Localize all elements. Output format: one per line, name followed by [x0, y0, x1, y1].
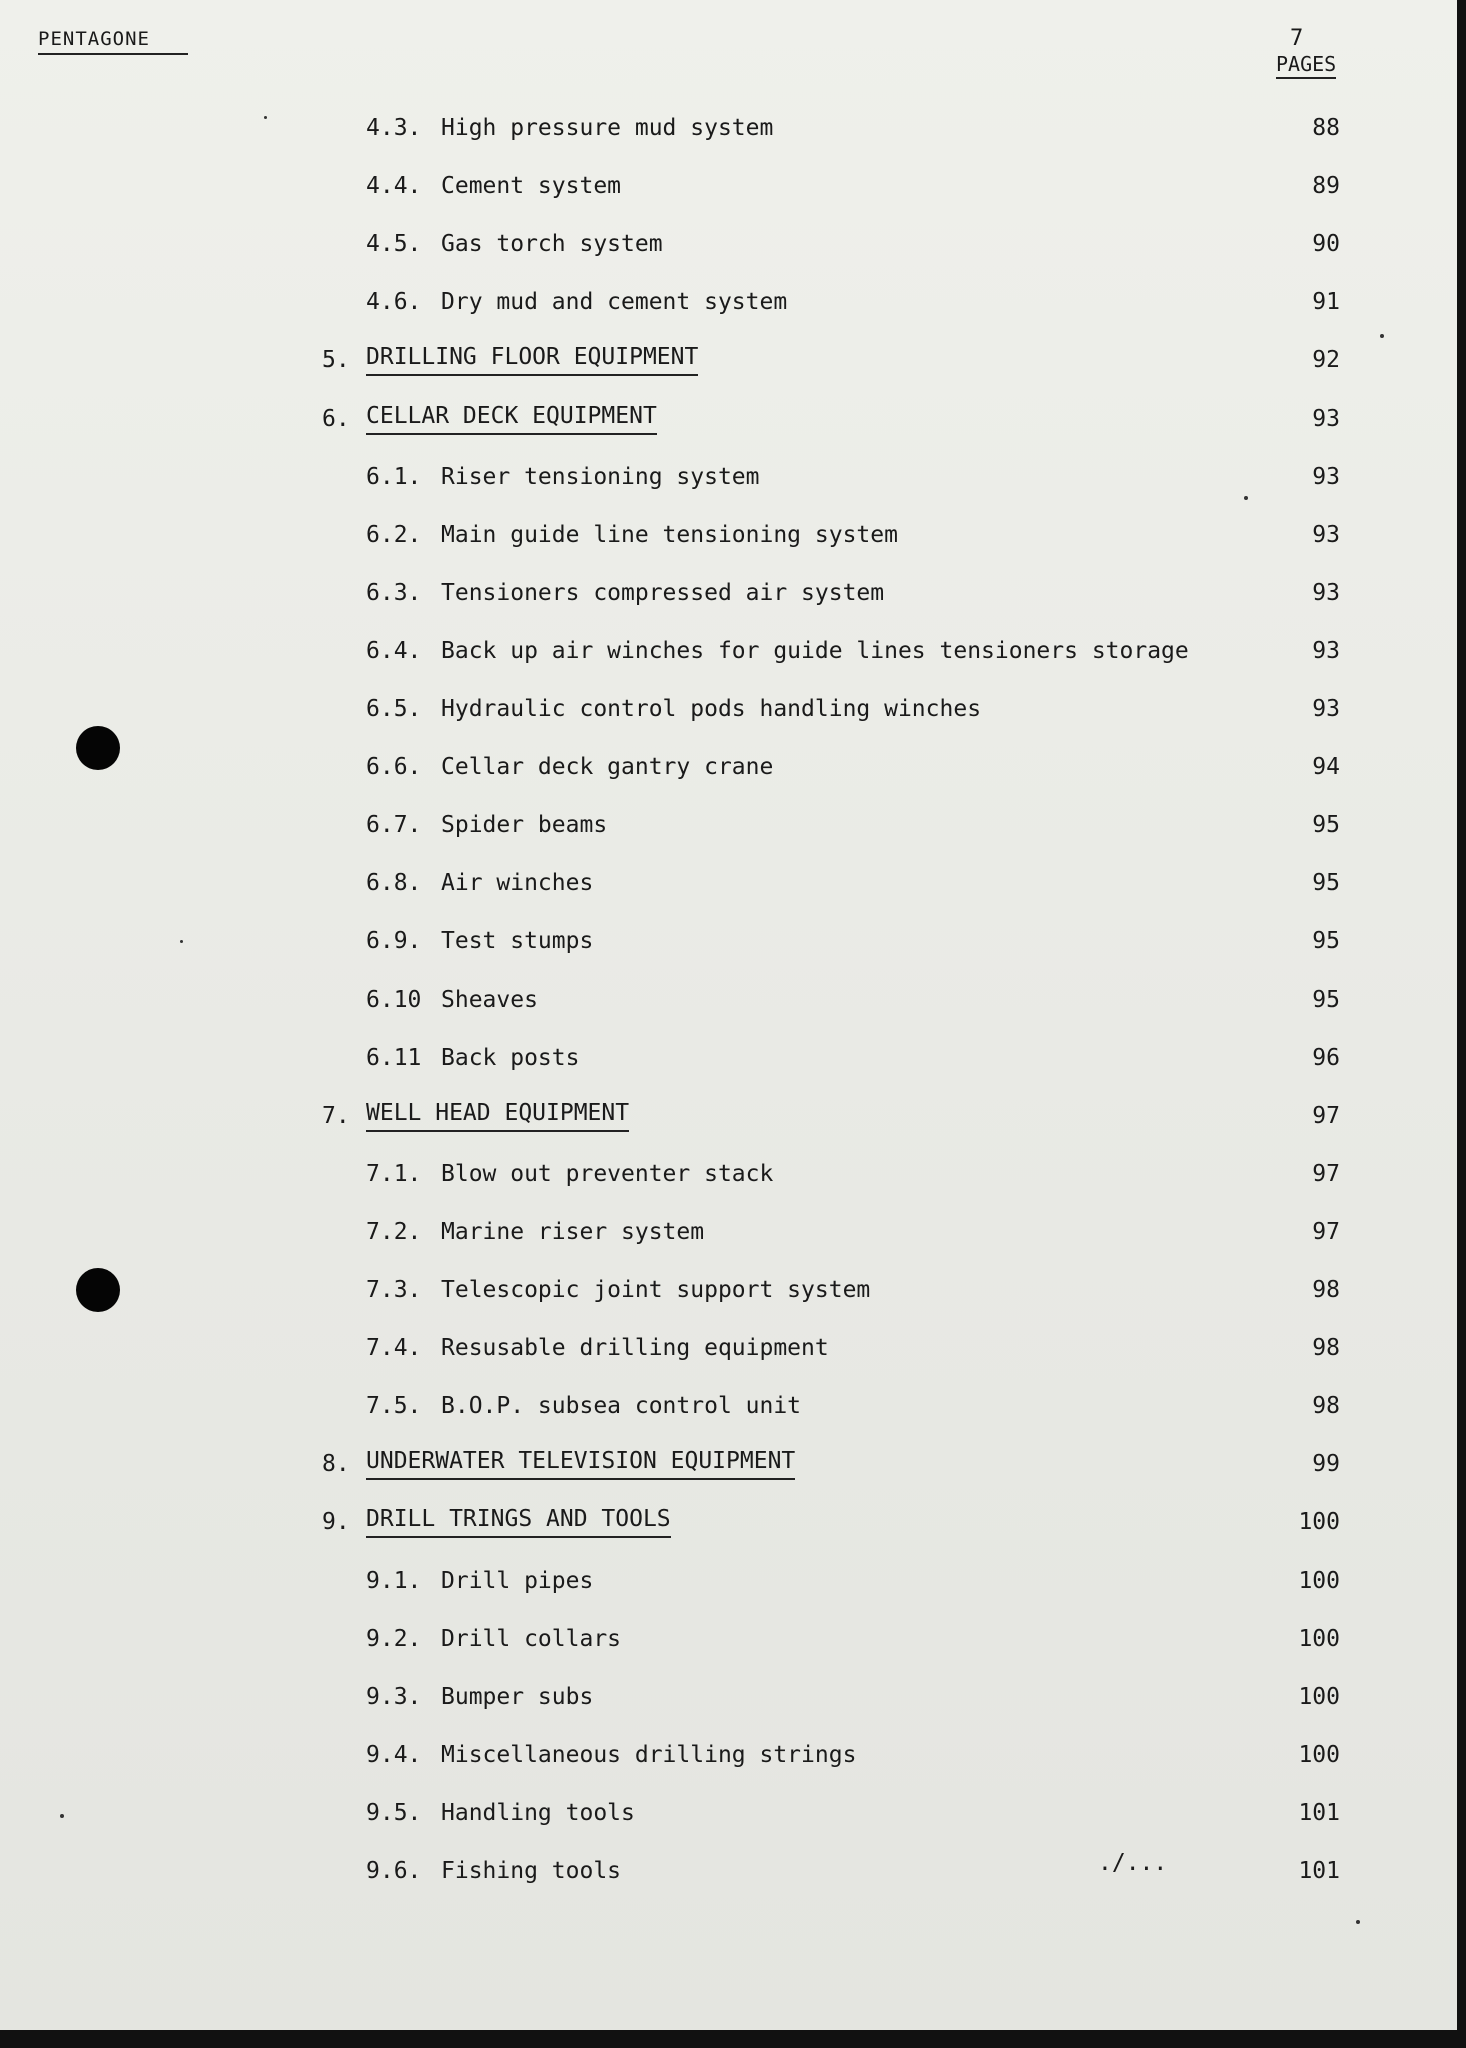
- toc-subsection-row: [366, 1270, 1340, 1310]
- toc-page-number: 94: [1312, 754, 1340, 780]
- toc-subsection-row: [366, 1677, 1340, 1717]
- scan-speck: [60, 1814, 64, 1818]
- toc-page-number: 99: [1312, 1451, 1340, 1477]
- toc-number: 4.6.: [366, 289, 422, 315]
- toc-subsection-row: [366, 1851, 1340, 1891]
- toc-subsection-row: [366, 631, 1340, 671]
- pages-column-label: PAGES: [1276, 52, 1336, 79]
- toc-title: B.O.P. subsea control unit: [441, 1393, 802, 1419]
- toc-subsection-row: [366, 863, 1340, 903]
- toc-number: 6.5.: [366, 696, 422, 722]
- toc-title: Handling tools: [441, 1800, 635, 1826]
- toc-number: 4.5.: [366, 231, 422, 257]
- toc-number: 6.1.: [366, 464, 422, 490]
- toc-title: Telescopic joint support system: [441, 1277, 871, 1303]
- toc-page-number: 93: [1312, 522, 1340, 548]
- toc-subsection-row: [366, 921, 1340, 961]
- toc-page-number: 100: [1298, 1568, 1340, 1594]
- scan-speck: [1380, 334, 1384, 338]
- toc-title: Drill collars: [441, 1626, 622, 1652]
- toc-section-row: [322, 1444, 1340, 1484]
- toc-subsection-row: [366, 224, 1340, 264]
- toc-title: WELL HEAD EQUIPMENT: [366, 1096, 629, 1132]
- scan-speck: [1244, 496, 1248, 500]
- toc-number: 7.5.: [366, 1393, 422, 1419]
- toc-number: 6.7.: [366, 812, 422, 838]
- toc-page-number: 97: [1312, 1219, 1340, 1245]
- toc-number: 6.11: [366, 1045, 422, 1071]
- toc-title: Marine riser system: [441, 1219, 705, 1245]
- toc-title: Gas torch system: [441, 231, 663, 257]
- toc-title: Blow out preventer stack: [441, 1161, 774, 1187]
- toc-title: Resusable drilling equipment: [441, 1335, 829, 1361]
- toc-number: 9.3.: [366, 1684, 422, 1710]
- toc-title: Back up air winches for guide lines tensioners storage: [441, 638, 1189, 664]
- toc-number: 9.5.: [366, 1800, 422, 1826]
- toc-subsection-row: [366, 1212, 1340, 1252]
- toc-subsection-row: [366, 1038, 1340, 1078]
- toc-subsection-row: [366, 457, 1340, 497]
- toc-number: 6.3.: [366, 580, 422, 606]
- toc-number: 7.2.: [366, 1219, 422, 1245]
- toc-number: 7.: [322, 1103, 350, 1129]
- toc-page-number: 95: [1312, 987, 1340, 1013]
- toc-title: CELLAR DECK EQUIPMENT: [366, 399, 657, 435]
- toc-subsection-row: [366, 573, 1340, 613]
- toc-page-number: 96: [1312, 1045, 1340, 1071]
- toc-title: Hydraulic control pods handling winches: [441, 696, 982, 722]
- scan-speck: [180, 940, 183, 943]
- toc-number: 4.3.: [366, 115, 422, 141]
- toc-number: 7.3.: [366, 1277, 422, 1303]
- toc-title: Drill pipes: [441, 1568, 594, 1594]
- toc-subsection-row: [366, 1154, 1340, 1194]
- toc-title: Dry mud and cement system: [441, 289, 788, 315]
- toc-number: 7.4.: [366, 1335, 422, 1361]
- toc-title: Bumper subs: [441, 1684, 594, 1710]
- toc-page-number: 97: [1312, 1161, 1340, 1187]
- toc-number: 5.: [322, 347, 350, 373]
- toc-page-number: 101: [1298, 1858, 1340, 1884]
- toc-page-number: 98: [1312, 1393, 1340, 1419]
- toc-title: Tensioners compressed air system: [441, 580, 885, 606]
- toc-number: 7.1.: [366, 1161, 422, 1187]
- toc-number: 9.: [322, 1509, 350, 1535]
- toc-section-row: [322, 340, 1340, 380]
- toc-title: Riser tensioning system: [441, 464, 760, 490]
- toc-number: 9.4.: [366, 1742, 422, 1768]
- toc-subsection-row: [366, 689, 1340, 729]
- company-header: PENTAGONE: [38, 28, 188, 55]
- toc-page-number: 100: [1298, 1626, 1340, 1652]
- toc-page-number: 95: [1312, 928, 1340, 954]
- toc-title: Spider beams: [441, 812, 608, 838]
- toc-page-number: 100: [1298, 1509, 1340, 1535]
- toc-number: 6.8.: [366, 870, 422, 896]
- toc-section-row: [322, 399, 1340, 439]
- toc-number: 8.: [322, 1451, 350, 1477]
- page-number: 7: [1290, 26, 1304, 51]
- toc-subsection-row: [366, 1735, 1340, 1775]
- toc-page-number: 92: [1312, 347, 1340, 373]
- toc-title: Air winches: [441, 870, 594, 896]
- toc-page-number: 93: [1312, 464, 1340, 490]
- scan-edge-right: [1457, 0, 1466, 2048]
- toc-page-number: 95: [1312, 812, 1340, 838]
- toc-page-number: 101: [1298, 1800, 1340, 1826]
- toc-section-row: [322, 1096, 1340, 1136]
- toc-page-number: 98: [1312, 1277, 1340, 1303]
- toc-subsection-row: [366, 282, 1340, 322]
- toc-title: DRILLING FLOOR EQUIPMENT: [366, 340, 698, 376]
- toc-title: Cement system: [441, 173, 622, 199]
- toc-page-number: 98: [1312, 1335, 1340, 1361]
- toc-title: Test stumps: [441, 928, 594, 954]
- punch-hole-icon: [76, 726, 120, 770]
- toc-page-number: 88: [1312, 115, 1340, 141]
- toc-number: 6.4.: [366, 638, 422, 664]
- toc-page-number: 100: [1298, 1742, 1340, 1768]
- scan-speck: [1356, 1920, 1360, 1924]
- toc-subsection-row: [366, 805, 1340, 845]
- scan-speck: [264, 116, 267, 119]
- toc-subsection-row: [366, 1561, 1340, 1601]
- scan-edge-bottom: [0, 2030, 1466, 2048]
- toc-subsection-row: [366, 1328, 1340, 1368]
- toc-number: 9.2.: [366, 1626, 422, 1652]
- toc-number: 9.1.: [366, 1568, 422, 1594]
- toc-page-number: 89: [1312, 173, 1340, 199]
- toc-number: 6.10: [366, 987, 422, 1013]
- toc-title: Back posts: [441, 1045, 580, 1071]
- toc-page-number: 93: [1312, 696, 1340, 722]
- toc-page-number: 90: [1312, 231, 1340, 257]
- toc-page-number: 95: [1312, 870, 1340, 896]
- toc-number: 4.4.: [366, 173, 422, 199]
- toc-subsection-row: [366, 515, 1340, 555]
- toc-page-number: 97: [1312, 1103, 1340, 1129]
- toc-title: Cellar deck gantry crane: [441, 754, 774, 780]
- toc-page-number: 100: [1298, 1684, 1340, 1710]
- toc-title: Sheaves: [441, 987, 538, 1013]
- toc-subsection-row: [366, 1386, 1340, 1426]
- punch-hole-icon: [76, 1268, 120, 1312]
- toc-page-number: 91: [1312, 289, 1340, 315]
- toc-subsection-row: [366, 1793, 1340, 1833]
- toc-title: Fishing tools: [441, 1858, 622, 1884]
- toc-page-number: 93: [1312, 638, 1340, 664]
- continuation-mark: ./...: [1098, 1850, 1168, 1876]
- toc-title: High pressure mud system: [441, 115, 774, 141]
- toc-title: Miscellaneous drilling strings: [441, 1742, 857, 1768]
- toc-page-number: 93: [1312, 406, 1340, 432]
- toc-subsection-row: [366, 980, 1340, 1020]
- toc-title: UNDERWATER TELEVISION EQUIPMENT: [366, 1444, 795, 1480]
- toc-section-row: [322, 1502, 1340, 1542]
- toc-number: 6.6.: [366, 754, 422, 780]
- toc-subsection-row: [366, 747, 1340, 787]
- toc-number: 6.9.: [366, 928, 422, 954]
- toc-number: 9.6.: [366, 1858, 422, 1884]
- toc-title: Main guide line tensioning system: [441, 522, 898, 548]
- toc-number: 6.: [322, 406, 350, 432]
- toc-page-number: 93: [1312, 580, 1340, 606]
- toc-subsection-row: [366, 1619, 1340, 1659]
- toc-subsection-row: [366, 166, 1340, 206]
- toc-title: DRILL TRINGS AND TOOLS: [366, 1502, 671, 1538]
- toc-number: 6.2.: [366, 522, 422, 548]
- toc-subsection-row: [366, 108, 1340, 148]
